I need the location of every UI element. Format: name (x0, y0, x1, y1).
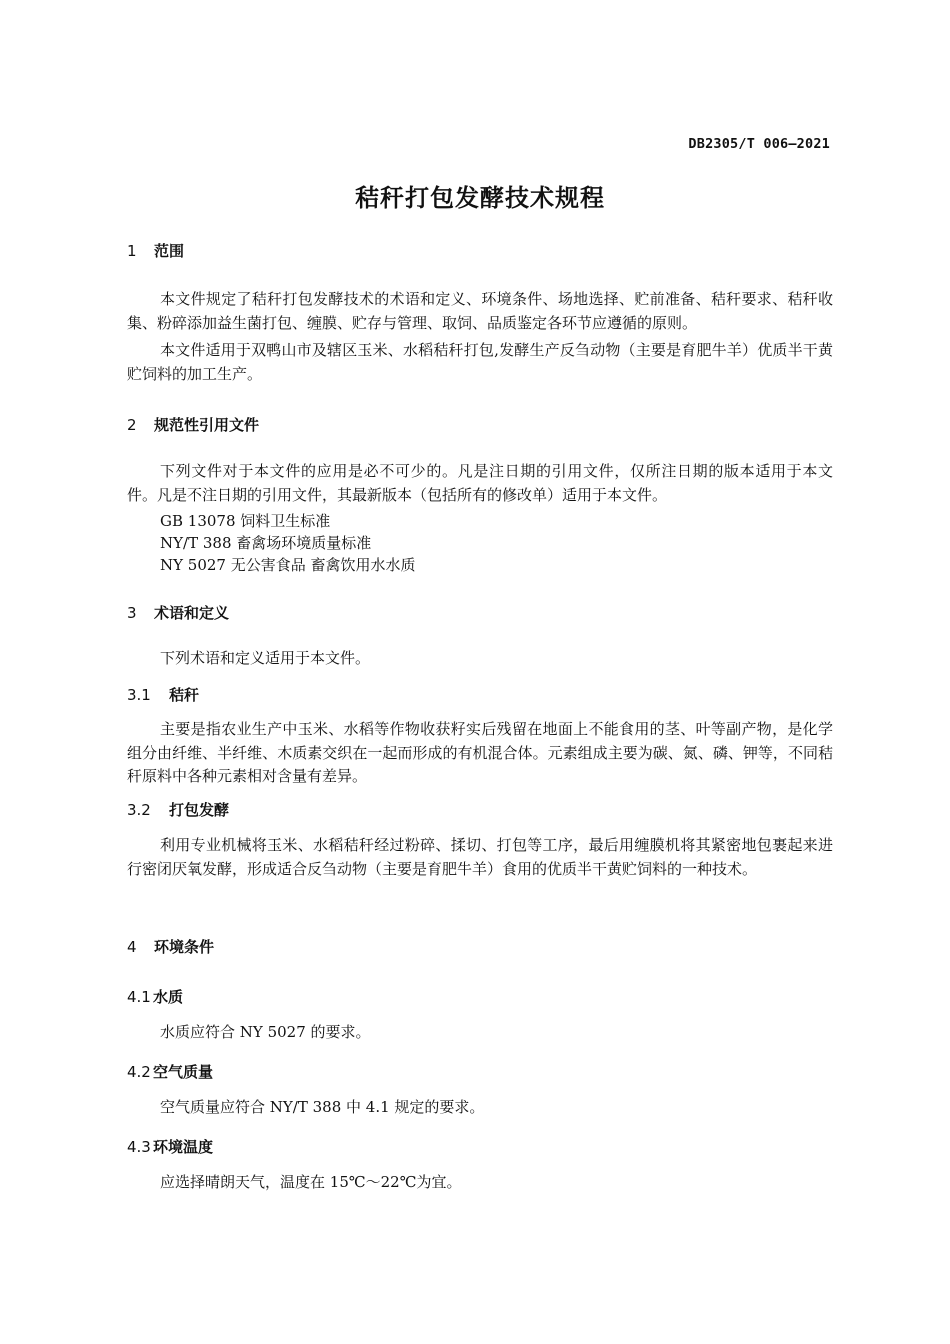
paragraph: 应选择晴朗天气，温度在 15℃～22℃为宜。 (160, 1173, 462, 1191)
section-title: 范围 (154, 242, 185, 260)
subsection-number: 3.2 (127, 801, 151, 819)
paragraph: 本文件规定了秸秆打包发酵技术的术语和定义、环境条件、场地选择、贮前准备、秸秆要求、秸秆收集、粉碎添加益生菌打包、缠膜、贮存与管理、取饲、品质鉴定各环节应遵循的原则。 (127, 290, 833, 332)
section-number: 4 (127, 938, 137, 956)
section-2-heading (127, 414, 259, 435)
document-code: DB2305/T 006—2021 (688, 136, 830, 152)
section-1-heading (127, 240, 184, 261)
subsection-title: 环境温度 (153, 1138, 214, 1156)
section-title: 术语和定义 (154, 604, 230, 622)
subsection-number: 4.1 (127, 988, 151, 1006)
paragraph: 水质应符合 NY 5027 的要求。 (160, 1023, 371, 1041)
reference-item: GB 13078 饲料卫生标准 (160, 512, 331, 530)
subsection-title: 水质 (153, 988, 184, 1006)
reference-item: NY/T 388 畜禽场环境质量标准 (160, 534, 372, 552)
section-title: 规范性引用文件 (154, 416, 260, 434)
subsection-4-1-heading (127, 986, 183, 1007)
subsection-4-3-heading (127, 1136, 213, 1157)
subsection-title: 秸秆 (169, 686, 200, 704)
subsection-3-1-heading (127, 684, 199, 705)
paragraph: 本文件适用于双鸭山市及辖区玉米、水稻秸秆打包,发酵生产反刍动物（主要是育肥牛羊）优质半干黄贮饲料的加工生产。 (127, 341, 833, 383)
reference-item: NY 5027 无公害食品 畜禽饮用水水质 (160, 556, 416, 574)
section-number: 1 (127, 242, 137, 260)
subsection-number: 3.1 (127, 686, 151, 704)
section-number: 2 (127, 416, 137, 434)
subsection-number: 4.3 (127, 1138, 151, 1156)
subsection-3-2-heading (127, 799, 229, 820)
paragraph: 主要是指农业生产中玉米、水稻等作物收获籽实后残留在地面上不能食用的茎、叶等副产物，是化学组分由纤维、半纤维、木质素交织在一起而形成的有机混合体。元素组成主要为碳、氮、磷、钾等，不同秸秆原料中各种元素相对含量有差异。 (127, 720, 833, 785)
paragraph: 利用专业机械将玉米、水稻秸秆经过粉碎、揉切、打包等工序，最后用缠膜机将其紧密地包裹起来进行密闭厌氧发酵，形成适合反刍动物（主要是育肥牛羊）食用的优质半干黄贮饲料的一种技术。 (127, 836, 833, 878)
paragraph: 下列术语和定义适用于本文件。 (160, 649, 371, 667)
section-4-heading (127, 936, 214, 957)
subsection-title: 打包发酵 (169, 801, 230, 819)
subsection-4-2-heading (127, 1061, 213, 1082)
subsection-title: 空气质量 (153, 1063, 214, 1081)
paragraph: 下列文件对于本文件的应用是必不可少的。凡是注日期的引用文件，仅所注日期的版本适用于本文件。凡是不注日期的引用文件，其最新版本（包括所有的修改单）适用于本文件。 (127, 462, 833, 504)
section-number: 3 (127, 604, 137, 622)
section-3-heading (127, 602, 229, 623)
section-title: 环境条件 (154, 938, 215, 956)
document-title: 秸秆打包发酵技术规程 (355, 184, 605, 212)
paragraph: 空气质量应符合 NY/T 388 中 4.1 规定的要求。 (160, 1098, 485, 1116)
subsection-number: 4.2 (127, 1063, 151, 1081)
